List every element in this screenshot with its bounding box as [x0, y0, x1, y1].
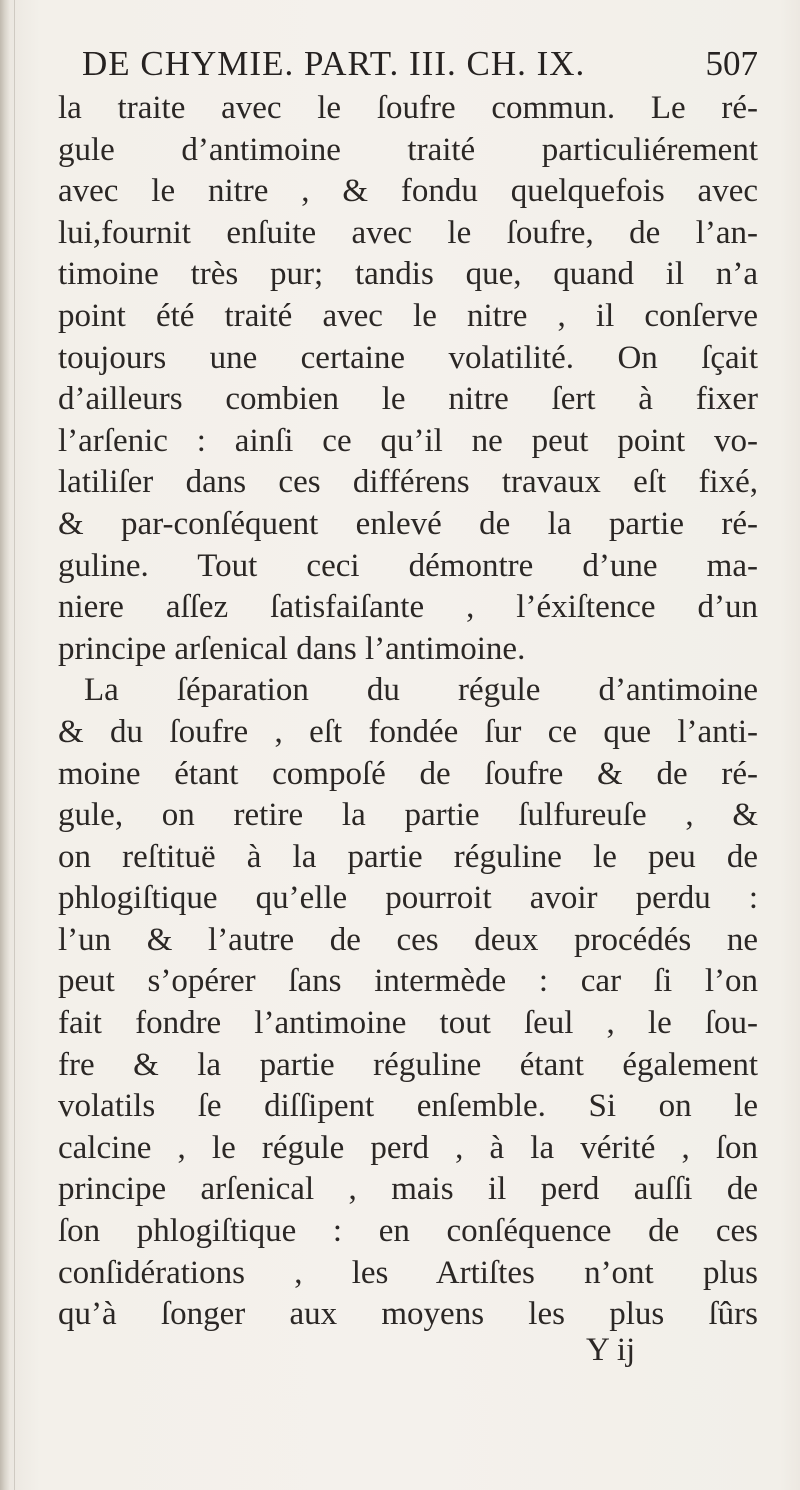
- text-line: point été traité avec le nitre , il conſerve: [58, 297, 758, 334]
- text-line: & du ſoufre , eſt fondée ſur ce que l’anti-: [58, 713, 758, 750]
- text-line: ſon phlogiſtique : en conſéquence de ces: [58, 1213, 758, 1250]
- signature-mark: Y ij: [586, 1332, 636, 1368]
- text-line: on reſtituë à la partie réguline le peu de: [58, 838, 758, 875]
- text-line: peut s’opérer ſans intermède : car ſi l’on: [58, 963, 758, 1000]
- running-head: DE CHYMIE. PART. III. CH. IX.: [82, 44, 586, 83]
- text-line: gule, on retire la partie ſulfureuſe , &: [58, 797, 758, 834]
- page-binding-shadow: [0, 0, 10, 1490]
- text-line: gule d’antimoine traité particuliérement: [58, 131, 758, 168]
- text-line: moine étant compoſé de ſoufre & de ré-: [58, 755, 758, 792]
- text-line: d’ailleurs combien le nitre ſert à fixer: [58, 381, 758, 418]
- page-header: [58, 44, 758, 90]
- text-line: toujours une certaine volatilité. On ſçait: [58, 339, 758, 376]
- text-line: calcine , le régule perd , à la vérité , ſon: [58, 1129, 758, 1166]
- body-text: [58, 88, 758, 1336]
- text-line: La ſéparation du régule d’antimoine: [84, 672, 758, 709]
- text-line: niere aſſez ſatisfaiſante , l’éxiſtence d’un: [58, 589, 758, 626]
- text-line: principe arſenical , mais il perd auſſi de: [58, 1171, 758, 1208]
- text-line: qu’à ſonger aux moyens les plus ſûrs: [58, 1296, 758, 1333]
- text-line: avec le nitre , & fondu quelquefois avec: [58, 173, 758, 210]
- text-line: fre & la partie réguline étant également: [58, 1046, 758, 1083]
- page-number: 507: [705, 44, 758, 83]
- text-line: timoine très pur; tandis que, quand il n’a: [58, 256, 758, 293]
- text-line: & par-conſéquent enlevé de la partie ré-: [58, 505, 758, 542]
- text-line: conſidérations , les Artiſtes n’ont plus: [58, 1254, 758, 1291]
- text-line: la traite avec le ſoufre commun. Le ré-: [58, 90, 758, 126]
- text-line: fait fondre l’antimoine tout ſeul , le ſou-: [58, 1005, 758, 1042]
- text-line: latiliſer dans ces différens travaux eſt fixé,: [58, 464, 758, 501]
- text-line: volatils ſe diſſipent enſemble. Si on le: [58, 1088, 758, 1125]
- text-line: guline. Tout ceci démontre d’une ma-: [58, 547, 758, 584]
- text-line: phlogiſtique qu’elle pourroit avoir perdu :: [58, 880, 758, 917]
- text-line: l’arſenic : ainſi ce qu’il ne peut point vo-: [58, 422, 758, 459]
- text-line: principe arſenical dans l’antimoine.: [58, 630, 526, 667]
- text-line: l’un & l’autre de ces deux procédés ne: [58, 921, 758, 958]
- page-gutter-edge: [14, 0, 15, 1490]
- text-line: lui,fournit enſuite avec le ſoufre, de l’an-: [58, 214, 758, 251]
